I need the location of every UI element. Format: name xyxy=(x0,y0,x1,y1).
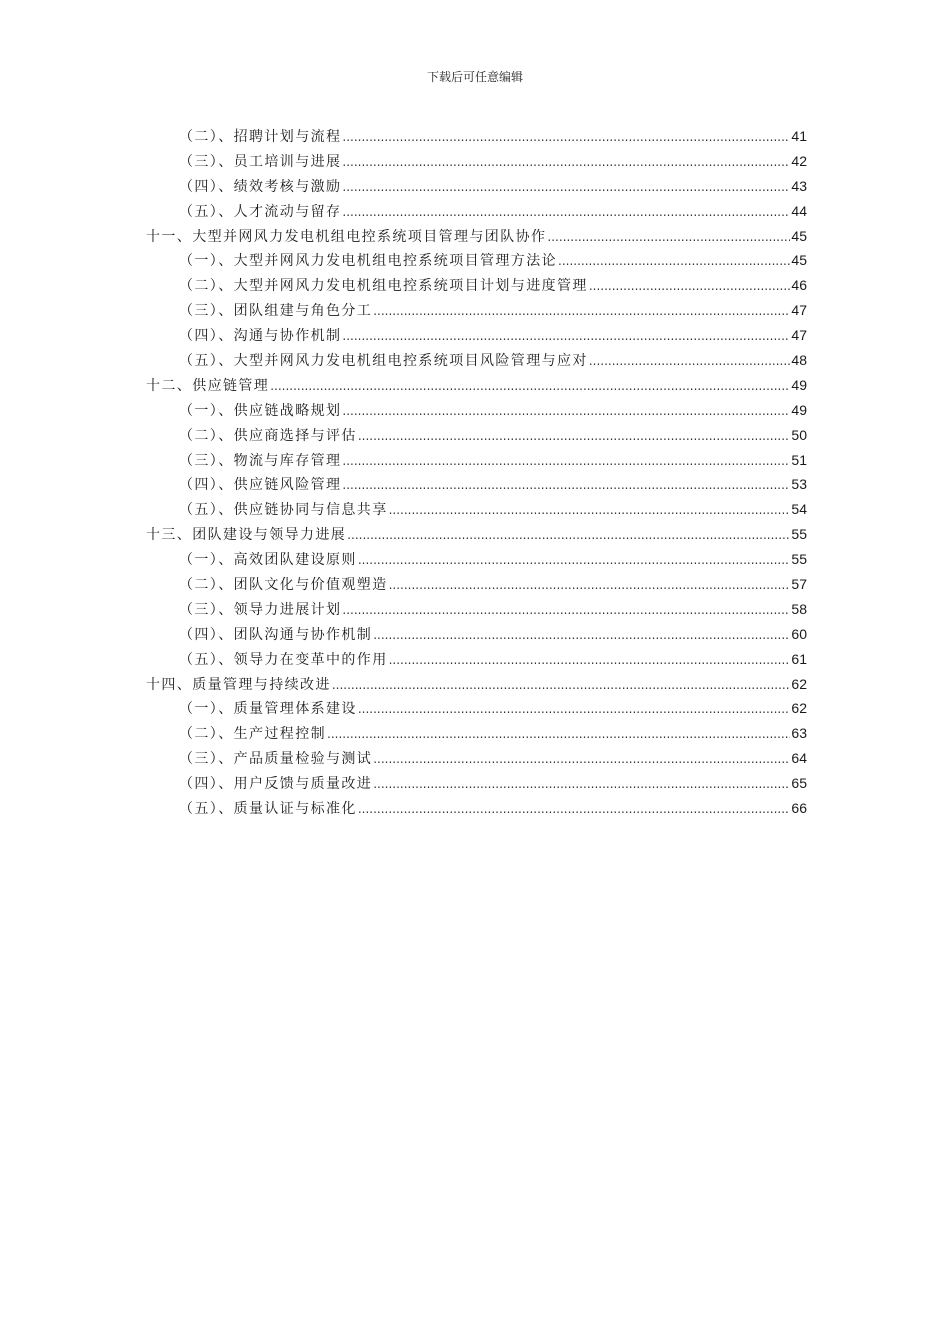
toc-entry-page-number: 50 xyxy=(791,426,807,443)
toc-entry[interactable] xyxy=(146,748,807,773)
toc-dot-leader xyxy=(342,603,790,617)
toc-entry-page-number: 55 xyxy=(791,551,807,568)
toc-entry[interactable] xyxy=(146,474,807,499)
toc-entry-page-number: 58 xyxy=(791,600,807,617)
toc-entry-page-number: 53 xyxy=(791,476,807,493)
toc-entry-page-number: 60 xyxy=(791,625,807,642)
toc-entry-title: 十二、供应链管理 xyxy=(146,377,270,394)
toc-dot-leader xyxy=(358,802,791,816)
toc-entry-title: （二）、大型并网风力发电机组电控系统项目计划与进度管理 xyxy=(179,278,588,295)
toc-dot-leader xyxy=(270,379,790,393)
toc-entry-title: （四）、沟通与协作机制 xyxy=(179,328,342,345)
toc-entry[interactable] xyxy=(146,275,807,300)
toc-dot-leader xyxy=(342,205,790,219)
toc-entry[interactable] xyxy=(146,499,807,524)
toc-dot-leader xyxy=(358,702,791,716)
toc-dot-leader xyxy=(342,404,790,418)
toc-dot-leader xyxy=(589,279,791,293)
toc-entry[interactable] xyxy=(146,226,807,251)
toc-entry-page-number: 65 xyxy=(791,775,807,792)
toc-entry-page-number: 63 xyxy=(791,725,807,742)
toc-entry-page-number: 45 xyxy=(791,252,807,269)
toc-entry-title: （三）、物流与库存管理 xyxy=(179,452,342,469)
toc-entry-title: （二）、招聘计划与流程 xyxy=(179,129,342,145)
toc-entry-title: （五）、质量认证与标准化 xyxy=(179,801,357,818)
toc-entry-page-number: 62 xyxy=(791,700,807,717)
toc-dot-leader xyxy=(342,478,790,492)
toc-dot-leader xyxy=(342,454,790,468)
toc-entry-title: （一）、高效团队建设原则 xyxy=(179,552,357,569)
page-header: 下载后可任意编辑 xyxy=(426,70,523,84)
toc-dot-leader xyxy=(389,653,791,667)
toc-entry-page-number: 45 xyxy=(791,227,807,244)
toc-entry[interactable] xyxy=(146,400,807,425)
toc-entry[interactable] xyxy=(146,599,807,624)
toc-entry-page-number: 64 xyxy=(791,750,807,767)
toc-entry-page-number: 41 xyxy=(791,128,807,144)
toc-entry[interactable] xyxy=(146,126,807,151)
toc-entry[interactable] xyxy=(146,425,807,450)
toc-entry[interactable] xyxy=(146,151,807,176)
toc-dot-leader xyxy=(342,155,790,169)
toc-dot-leader xyxy=(373,628,790,642)
toc-entry-title: 十三、团队建设与领导力进展 xyxy=(146,527,347,544)
toc-dot-leader xyxy=(327,727,790,741)
toc-entry-title: （三）、领导力进展计划 xyxy=(179,601,342,618)
toc-entry-page-number: 49 xyxy=(791,376,807,393)
toc-entry-title: （一）、质量管理体系建设 xyxy=(179,701,357,718)
toc-entry-title: （五）、供应链协同与信息共享 xyxy=(179,502,388,519)
toc-entry-title: （二）、供应商选择与评估 xyxy=(179,427,357,444)
toc-entry-page-number: 66 xyxy=(791,800,807,817)
toc-entry-page-number: 54 xyxy=(791,501,807,518)
toc-entry-page-number: 49 xyxy=(791,401,807,418)
toc-entry-title: （三）、员工培训与进展 xyxy=(179,153,342,170)
toc-entry[interactable] xyxy=(146,624,807,649)
toc-entry[interactable] xyxy=(146,375,807,400)
toc-entry[interactable] xyxy=(146,450,807,475)
toc-dot-leader xyxy=(358,553,791,567)
toc-dot-leader xyxy=(342,180,790,194)
toc-entry[interactable] xyxy=(146,674,807,699)
toc-entry[interactable] xyxy=(146,549,807,574)
toc-dot-leader xyxy=(589,354,791,368)
toc-entry[interactable] xyxy=(146,698,807,723)
toc-dot-leader xyxy=(373,777,790,791)
toc-entry[interactable] xyxy=(146,649,807,674)
toc-entry-title: 十四、质量管理与持续改进 xyxy=(146,676,331,693)
toc-entry[interactable] xyxy=(146,176,807,201)
toc-entry-title: （二）、生产过程控制 xyxy=(179,726,326,743)
toc-entry-page-number: 57 xyxy=(791,576,807,593)
toc-dot-leader xyxy=(347,528,790,542)
toc-entry-page-number: 47 xyxy=(791,327,807,344)
toc-entry-page-number: 55 xyxy=(791,526,807,543)
toc-entry-title: （二）、团队文化与价值观塑造 xyxy=(179,577,388,594)
toc-entry-title: （三）、产品质量检验与测试 xyxy=(179,751,373,768)
toc-dot-leader xyxy=(373,304,790,318)
toc-dot-leader xyxy=(389,503,791,517)
toc-dot-leader xyxy=(389,578,791,592)
toc-entry-title: （五）、领导力在变革中的作用 xyxy=(179,651,388,668)
toc-entry-title: （一）、供应链战略规划 xyxy=(179,402,342,419)
toc-dot-leader xyxy=(342,329,790,343)
toc-entry-page-number: 51 xyxy=(791,451,807,468)
toc-entry-title: （四）、供应链风险管理 xyxy=(179,477,342,494)
toc-entry-title: （四）、绩效考核与激励 xyxy=(179,178,342,195)
toc-entry-page-number: 44 xyxy=(791,202,807,219)
toc-entry-title: （一）、大型并网风力发电机组电控系统项目管理方法论 xyxy=(179,253,557,270)
toc-entry[interactable] xyxy=(146,574,807,599)
toc-entry-title: （五）、大型并网风力发电机组电控系统项目风险管理与应对 xyxy=(179,353,588,370)
toc-entry-title: （五）、人才流动与留存 xyxy=(179,203,342,220)
toc-entry[interactable] xyxy=(146,524,807,549)
toc-entry[interactable] xyxy=(146,350,807,375)
toc-dot-leader xyxy=(332,678,791,692)
toc-entry-page-number: 43 xyxy=(791,177,807,194)
toc-entry-page-number: 46 xyxy=(791,277,807,294)
toc-entry[interactable] xyxy=(146,723,807,748)
toc-entry-page-number: 61 xyxy=(791,650,807,667)
toc-entry[interactable] xyxy=(146,300,807,325)
toc-entry[interactable] xyxy=(146,798,807,823)
toc-entry-title: （四）、用户反馈与质量改进 xyxy=(179,776,373,793)
toc-entry-page-number: 48 xyxy=(791,352,807,369)
toc-dot-leader xyxy=(547,230,790,244)
toc-entry[interactable] xyxy=(146,773,807,798)
toc-entry[interactable] xyxy=(146,201,807,226)
toc-dot-leader xyxy=(558,254,790,268)
toc-dot-leader xyxy=(342,130,790,144)
toc-dot-leader xyxy=(373,752,790,766)
toc-entry-page-number: 47 xyxy=(791,302,807,319)
toc-entry-title: （四）、团队沟通与协作机制 xyxy=(179,626,373,643)
table-of-contents xyxy=(146,126,807,823)
toc-dot-leader xyxy=(358,429,791,443)
toc-entry[interactable] xyxy=(146,250,807,275)
toc-entry-title: （三）、团队组建与角色分工 xyxy=(179,303,373,320)
toc-entry-title: 十一、大型并网风力发电机组电控系统项目管理与团队协作 xyxy=(146,228,547,245)
toc-entry[interactable] xyxy=(146,325,807,350)
toc-entry-page-number: 42 xyxy=(791,152,807,169)
toc-entry-page-number: 62 xyxy=(791,675,807,692)
